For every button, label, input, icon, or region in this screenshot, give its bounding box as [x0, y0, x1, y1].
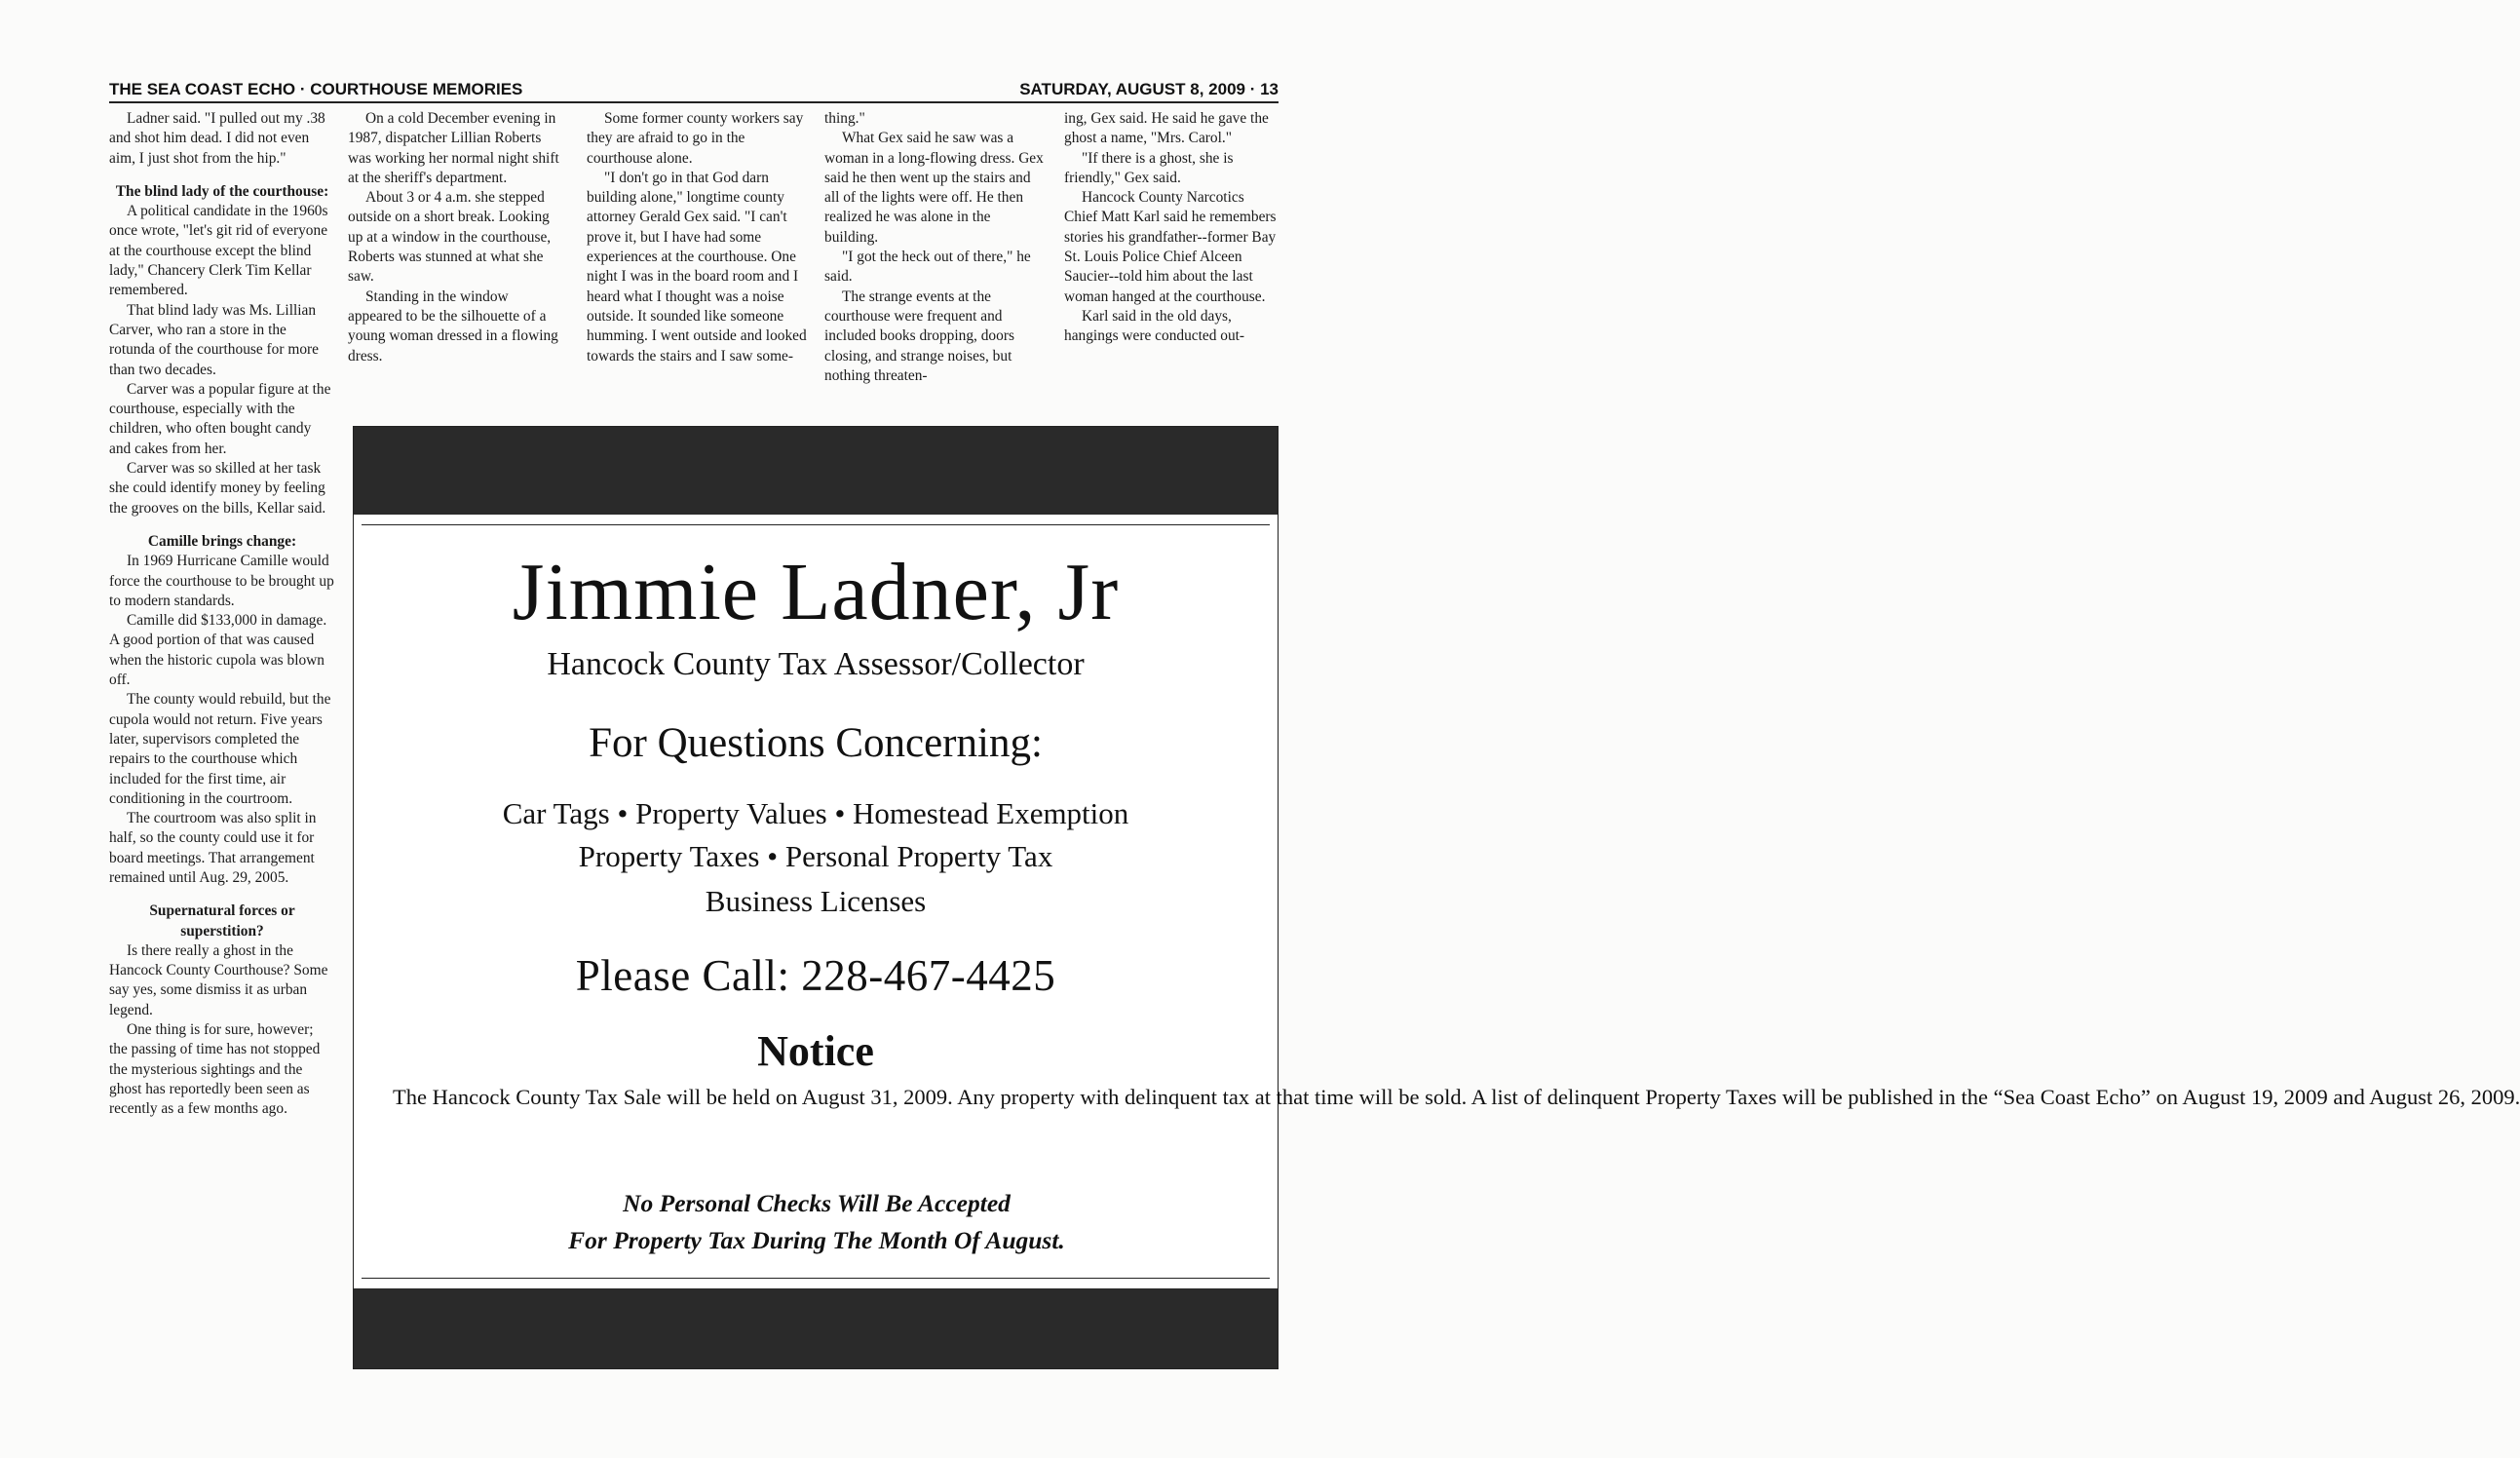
paragraph: About 3 or 4 a.m. she stepped outside on a short break. Looking up at a window in the courthouse, Roberts was stunned at what she saw. — [348, 189, 552, 286]
dateline: SATURDAY, AUGUST 8, 2009 · 13 — [1019, 80, 1279, 98]
paragraph: Standing in the window appeared to be the silhouette of a young woman dressed in a flowing dress. — [348, 288, 558, 364]
ad-notice-body: The Hancock County Tax Sale will be held on August 31, 2009. Any property with delinquent tax at that time will be sold. A list of delinquent Property Taxes will be published in the “Sea Coast Echo” on August 19, 2009 and August 26, 2009. — [393, 1085, 2520, 1109]
paragraph: One thing is for sure, however; the passing of time has not stopped the mysterious sightings and the ghost has reportedly been seen as recently as a few months ago. — [109, 1021, 321, 1118]
article-column-4 — [824, 109, 1045, 386]
paragraph: Karl said in the old days, hangings were conducted out- — [1064, 307, 1245, 345]
ad-services-line-2: Property Taxes • Personal Property Tax — [578, 839, 1053, 873]
ad-questions-heading: For Questions Concerning: — [589, 720, 1043, 766]
paragraph: Is there really a ghost in the Hancock County Courthouse? Some say yes, some dismiss it as urban legend. — [109, 941, 328, 1018]
ad-services-line-1: Car Tags • Property Values • Homestead Exemption — [502, 796, 1129, 830]
subheading: Camille brings change: — [147, 532, 297, 550]
paragraph: The county would rebuild, but the cupola would not return. Five years later, supervisors completed the repairs to the courthouse which included for the first time, air conditioning in the courtroom. — [109, 691, 331, 807]
paragraph: In 1969 Hurricane Camille would force the courthouse to be brought up to modern standards. — [109, 553, 334, 609]
ad-warning-line-2: For Property Tax During The Month Of August. — [568, 1226, 1065, 1254]
ad-warning-line-1: No Personal Checks Will Be Accepted — [623, 1189, 1011, 1217]
paragraph: Hancock County Narcotics Chief Matt Karl said he remembers stories his grandfather--former Bay St. Louis Police Chief Alceen Saucier--told him about the last woman hanged at the courthouse. — [1064, 189, 1277, 305]
ad-notice-heading: Notice — [757, 1027, 874, 1075]
tax-assessor-advertisement — [353, 426, 2520, 1369]
paragraph: ing, Gex said. He said he gave the ghost a name, "Mrs. Carol." — [1064, 110, 1269, 147]
article-column-1 — [109, 109, 335, 1120]
ad-candidate-name: Jimmie Ladner, Jr — [512, 547, 1120, 637]
masthead: THE SEA COAST ECHO · COURTHOUSE MEMORIES — [109, 80, 523, 98]
paragraph: "If there is a ghost, she is friendly," Gex said. — [1064, 149, 1234, 186]
ad-office-title: Hancock County Tax Assessor/Collector — [547, 646, 1085, 682]
ad-bottom-band — [354, 1288, 1278, 1368]
ad-top-rule — [362, 524, 1270, 525]
ad-services-line-3: Business Licenses — [705, 884, 927, 918]
ad-phone: Please Call: 228-467-4425 — [575, 951, 1056, 1000]
paragraph: Carver was so skilled at her task she could identify money by feeling the grooves on the bills, Kellar said. — [109, 460, 326, 517]
ad-payment-warning — [451, 1185, 1182, 1259]
paragraph: What Gex said he saw was a woman in a long-flowing dress. Gex said he then went up the stairs and all of the lights were off. He then realized he was alone in the building. — [824, 130, 1044, 246]
article-column-5 — [1064, 109, 1279, 347]
paragraph: Carver was a popular figure at the courthouse, especially with the children, who often bought candy and cakes from her. — [109, 380, 331, 457]
ad-top-band — [354, 427, 1278, 515]
paragraph: "I don't go in that God darn building alone," longtime county attorney Gerald Gex said. "I can't prove it, but I have had some experiences at the courthouse. One night I was in the board room and I heard what I thought was a noise outside. It sounded like someone humming. I went outside and looked towards the stairs and I saw some- — [587, 169, 807, 364]
article-column-3 — [587, 109, 807, 366]
page-header — [109, 78, 1279, 103]
paragraph: thing." — [824, 110, 865, 127]
paragraph: On a cold December evening in 1987, dispatcher Lillian Roberts was working her normal night shift at the sheriff's department. — [348, 110, 559, 186]
paragraph: "I got the heck out of there," he said. — [824, 249, 1031, 286]
paragraph: A political candidate in the 1960s once wrote, "let's git rid of everyone at the courthouse except the blind lady," Chancery Clerk Tim Kellar remembered. — [109, 203, 328, 299]
subheading: Supernatural forces or superstition? — [149, 902, 295, 940]
paragraph: That blind lady was Ms. Lillian Carver, who ran a store in the rotunda of the courthouse for more than two decades. — [109, 301, 319, 378]
paragraph: The strange events at the courthouse were frequent and included books dropping, doors closing, and strange noises, but nothing threaten- — [824, 288, 1014, 384]
article-column-2 — [348, 109, 564, 366]
paragraph: The courtroom was also split in half, so the county could use it for board meetings. That arrangement remained until Aug. 29, 2005. — [109, 810, 317, 886]
ad-bottom-rule — [362, 1278, 1270, 1279]
subheading: The blind lady of the courthouse: — [115, 182, 329, 200]
paragraph: Some former county workers say they are afraid to go in the courthouse alone. — [587, 110, 804, 167]
paragraph: Ladner said. "I pulled out my .38 and shot him dead. I did not even aim, I just shot from the hip." — [109, 110, 325, 167]
paragraph: Camille did $133,000 in damage. A good portion of that was caused when the historic cupola was blown off. — [109, 612, 327, 689]
